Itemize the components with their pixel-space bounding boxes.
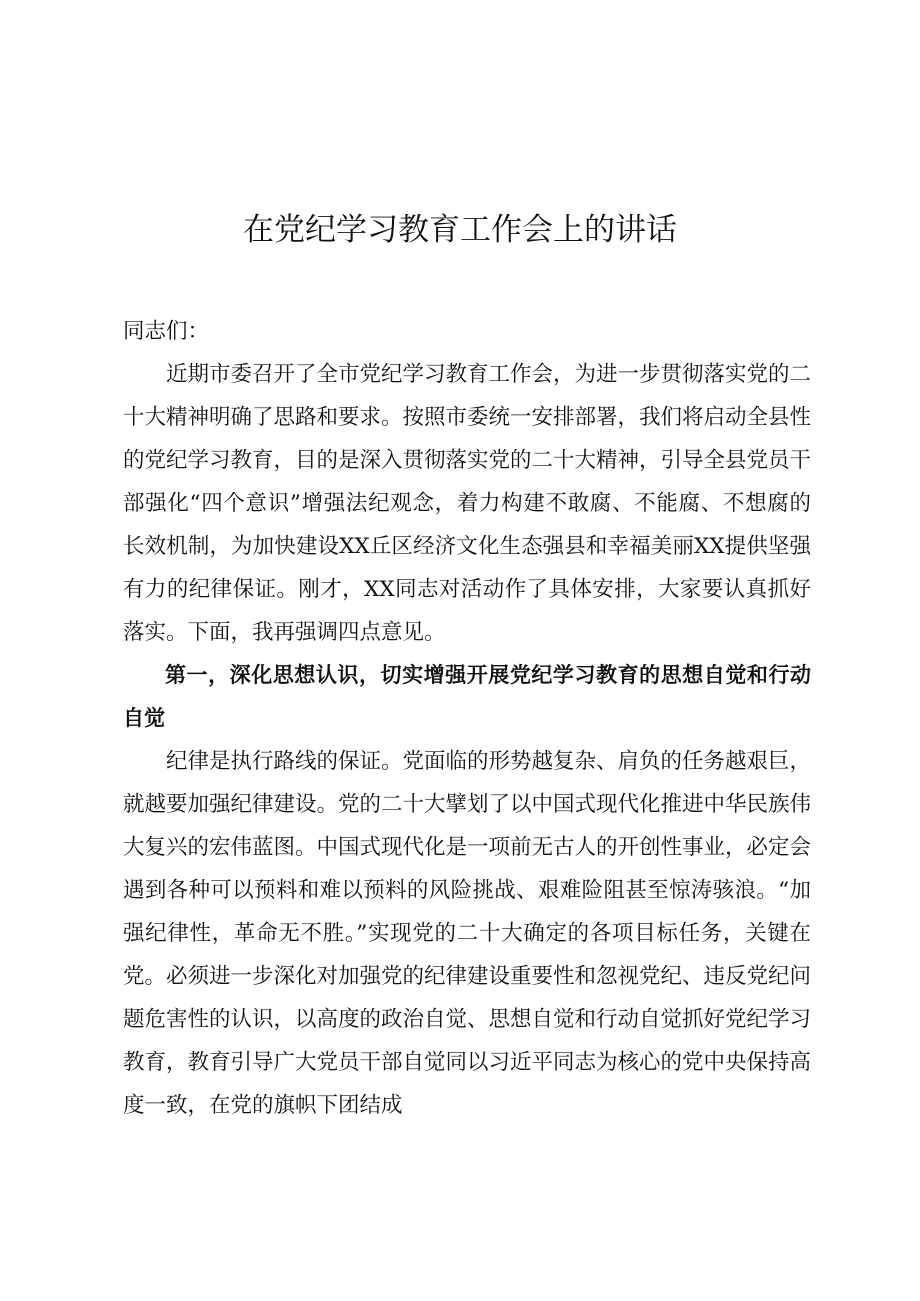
document-title: 在党纪学习教育工作会上的讲话 — [243, 212, 677, 248]
section-heading-first: 第一，深化思想认识，切实增强开展党纪学习教育的思想自觉和行动自觉 — [123, 663, 811, 730]
paragraph-intro: 近期市委召开了全市党纪学习教育工作会，为进一步贯彻落实党的二十大精神明确了思路和要求。按照市委统一安排部署，我们将启动全县性的党纪学习教育，目的是深入贯彻落实党的二十大精神，引导全县党员干部强化“四个意识”增强法纪观念，着力构建不敢腐、不能腐、不想腐的长效机制，为加快建设XX丘区经济文化生态强县和幸福美丽XX提供坚强有力的纪律保证。刚才，XX同志对活动作了具体安排，大家要认真抓好落实。下面，我再强调四点意见。 — [123, 362, 812, 645]
document-body — [123, 310, 811, 1127]
salutation: 同志们： — [123, 319, 210, 344]
paragraph-discipline: 纪律是执行路线的保证。党面临的形势越复杂、肩负的任务越艰巨，就越要加强纪律建设。党的二十大擘划了以中国式现代化推进中华民族伟大复兴的宏伟蓝图。中国式现代化是一项前无古人的开创性事业，必定会遇到各种可以预料和难以预料的风险挑战、艰难险阻甚至惊涛骇浪。“加强纪律性，革命无不胜。”实现党的二十大确定的各项目标任务，关键在党。必须进一步深化对加强党的纪律建设重要性和忽视党纪、违反党纪问题危害性的认识，以高度的政治自觉、思想自觉和行动自觉抓好党纪学习教育，教育引导广大党员干部自觉同以习近平同志为核心的党中央保持高度一致，在党的旗帜下团结成 — [123, 749, 812, 1118]
